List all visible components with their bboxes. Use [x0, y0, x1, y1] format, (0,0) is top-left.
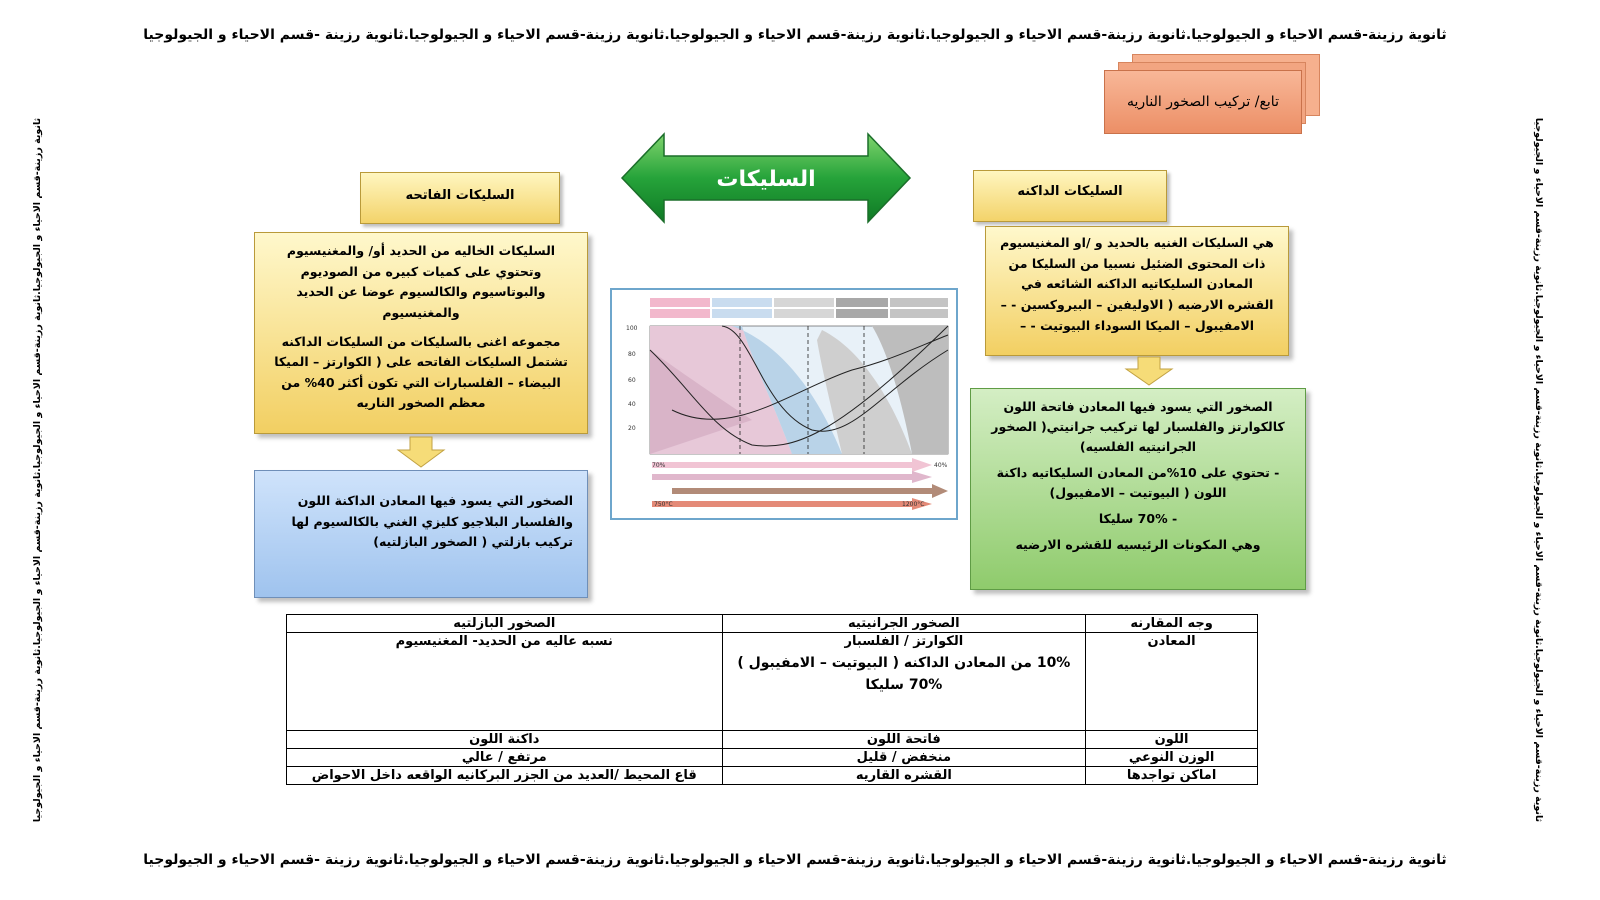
granite-minerals-line1: الكوارتز / الفلسبار: [844, 634, 964, 649]
row-label: اللون: [1086, 731, 1258, 749]
page-title: تابع/ تركيب الصخور الناريه: [1104, 70, 1302, 134]
y-tick: 20: [628, 425, 636, 432]
table-header: وجه المقارنه: [1086, 615, 1258, 633]
temp-left: 750°C: [654, 501, 673, 508]
y-tick: 40: [628, 401, 636, 408]
header-banner: ثانوية رزينة-قسم الاحياء و الجيولوجيا.ثانوية رزينة-قسم الاحياء و الجيولوجيا.ثانوية رزينة-قسم الاحياء و الجيولوجيا.ثانوية رزينة-قسم الاحياء و الجيولوجيا.ثانوية رزينة -قسم الاحياء و الجيولوجيا: [143, 27, 1447, 43]
down-arrow-right: [1124, 356, 1174, 386]
temp-right: 1200°C: [902, 501, 925, 508]
dark-silicates-box: هي السليكات الغنيه بالحديد و /او المغنيسيوم ذات المحتوى الضئيل نسبيا من السليكا من المعادن السليكاتيه الداكنه الشائعه في القشره الارضيه ( الاوليفين – البيروكسين - – الامفيبول – الميكا السوداء البيوتيت - –: [985, 226, 1289, 356]
granitic-rocks-box: [970, 388, 1306, 590]
granitic-para4: وهي المكونات الرئيسيه للقشره الارضيه: [1015, 537, 1261, 552]
light-silicates-box: [254, 232, 588, 434]
row-label: المعادن: [1086, 633, 1258, 731]
table-row: [287, 731, 1258, 749]
dark-silicates-title: السليكات الداكنه: [973, 170, 1167, 222]
y-tick: 60: [628, 377, 636, 384]
percent-right: 40%: [934, 462, 948, 469]
granitic-para1: الصخور التي يسود فيها المعادن فاتحة اللون كالكوارتز والفلسبار لها تركيب جرانيتي( الصخور الجرانيتيه الفلسيه): [991, 399, 1285, 454]
diagram-legend: [650, 298, 948, 318]
mineral-composition-diagram: [610, 288, 958, 520]
granite-minerals-line3: 70% سليكا: [865, 677, 943, 693]
row-label: اماكن تواجدها: [1086, 767, 1258, 785]
diagram-bottom-arrows: [652, 458, 948, 510]
footer-banner: ثانوية رزينة-قسم الاحياء و الجيولوجيا.ثانوية رزينة-قسم الاحياء و الجيولوجيا.ثانوية رزينة-قسم الاحياء و الجيولوجيا.ثانوية رزينة-قسم الاحياء و الجيولوجيا.ثانوية رزينة -قسم الاحياء و الجيولوجيا: [143, 852, 1447, 868]
right-margin-text: ثانوية رزينة-قسم الاحياء و الجيولوجيا.ثانوية رزينة-قسم الاحياء و الجيولوجيا.ثانوية رزينة-قسم الاحياء و الجيولوجيا.ثانوية رزينة-قسم الاحياء و الجيولوجيا: [1533, 117, 1544, 823]
row-label: الوزن النوعي: [1086, 749, 1258, 767]
arrow-iron: [672, 484, 948, 498]
table-cell-granite: فاتحة اللون: [722, 731, 1086, 749]
diagram-y-ticks: [626, 325, 638, 432]
table-cell-granite: منخفض / قليل: [722, 749, 1086, 767]
table-row: [287, 767, 1258, 785]
table-header: الصخور البازلتيه: [287, 615, 723, 633]
granitic-para3: - 70% سليكا: [1098, 511, 1178, 526]
table-cell-granite: [722, 633, 1086, 731]
table-row: [287, 749, 1258, 767]
page-title-card: [1100, 52, 1320, 132]
light-silicates-title: السليكات الفاتحه: [360, 172, 560, 224]
down-arrow-left: [396, 436, 446, 468]
y-tick: 80: [628, 351, 636, 358]
light-silicates-para1: السليكات الخاليه من الحديد أو/ والمغنيسيوم وتحتوي على كميات كبيره من الصوديوم والبوتاسيوم والكالسيوم عوضا عن الحديد والمغنيسيوم: [286, 243, 556, 320]
table-cell-basalt: داكنة اللون: [287, 731, 723, 749]
table-row: [287, 633, 1258, 731]
left-margin-text: ثانوية رزينة-قسم الاحياء و الجيولوجيا.ثانوية رزينة-قسم الاحياء و الجيولوجيا.ثانوية رزينة-قسم الاحياء و الجيولوجيا.ثانوية رزينة-قسم الاحياء و الجيولوجيا: [32, 117, 43, 823]
table-header: الصخور الجرانيتيه: [722, 615, 1086, 633]
arrow-silica: [652, 458, 932, 472]
percent-left: 70%: [652, 462, 666, 469]
table-cell-basalt: قاع المحيط /العديد من الجزر البركانيه الواقعه داخل الاحواض: [287, 767, 723, 785]
table-cell-granite: القشره القاريه: [722, 767, 1086, 785]
arrow-sodium: [652, 471, 932, 483]
arrow-temperature: [652, 498, 932, 510]
diagram-svg: [612, 290, 956, 518]
basaltic-rocks-box: الصخور التي يسود فيها المعادن الداكنة اللون والفلسبار البلاجيو كليزي الغني بالكالسيوم لها تركيب بازلتي ( الصخور البازلتيه): [254, 470, 588, 598]
light-silicates-para2: مجموعه اغنى بالسليكات من السليكات الداكنه تشتمل السليكات الفاتحه على ( الكوارتز – الميكا البيضاء – الفلسبارات التي تكون أكثر 40% من معظم الصخور الناريه: [274, 333, 568, 411]
center-arrow-label: السليكات: [716, 167, 816, 192]
comparison-table: [286, 614, 1258, 785]
table-header-row: [287, 615, 1258, 633]
table-cell-basalt: نسبه عاليه من الحديد- المغنيسيوم: [287, 633, 723, 731]
y-tick: 100: [626, 325, 638, 332]
granitic-para2: - تحتوي على 10%من المعادن السليكاتيه داكنة اللون ( البيوتيت – الامفيبول): [996, 465, 1280, 500]
double-arrow: [620, 132, 912, 224]
table-cell-basalt: مرتفع / عالي: [287, 749, 723, 767]
granite-minerals-line2: 10% من المعادن الداكنه ( البيوتيت – الامفيبول ): [737, 655, 1071, 671]
